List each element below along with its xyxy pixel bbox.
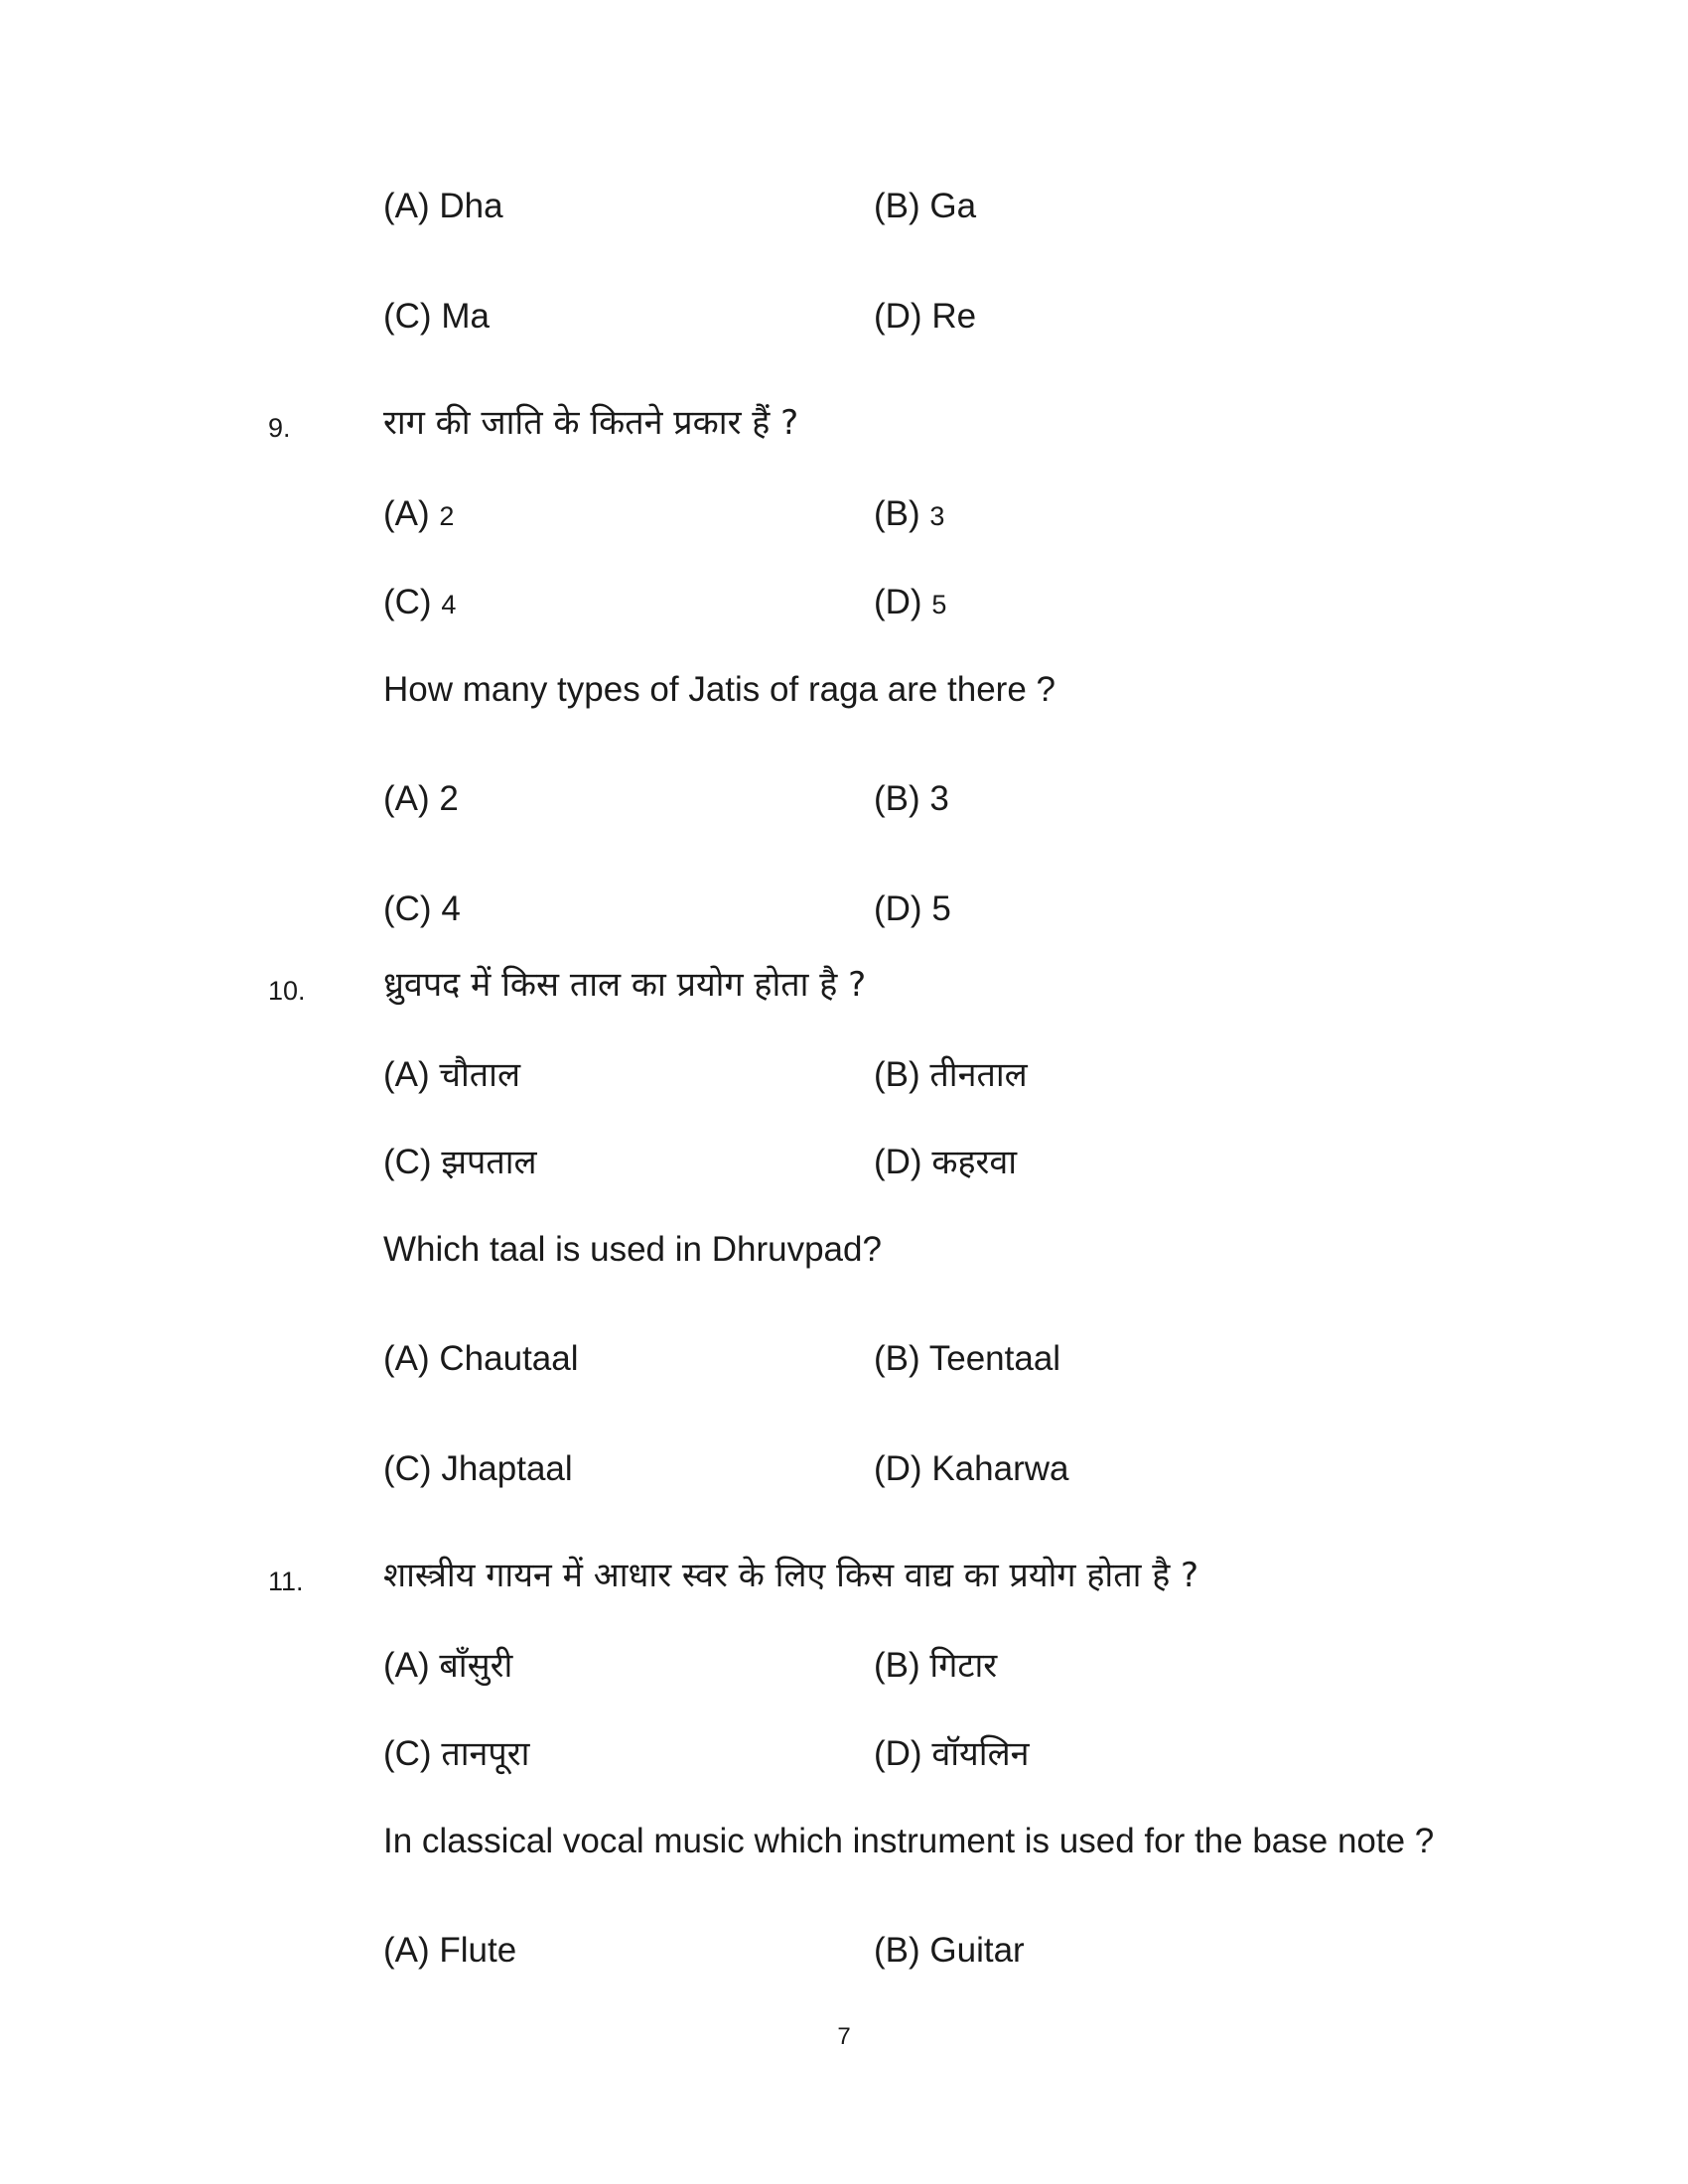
q10-hindi-option-d (874, 1143, 1018, 1182)
option-text: 4 (441, 889, 461, 928)
option-label: (B) (874, 187, 920, 225)
option-label: (C) (383, 1449, 432, 1488)
q11-english-option-a (383, 1933, 516, 1968)
q9-english-option-b (874, 781, 949, 816)
q9-english-option-a (383, 781, 459, 816)
option-label: (C) (383, 1143, 432, 1181)
option-label: (D) (874, 1734, 922, 1773)
q9-hindi-option-b (874, 496, 944, 531)
q9-hindi-option-c (383, 585, 456, 619)
option-label: (A) (383, 494, 430, 533)
option-label: (A) (383, 1931, 430, 1970)
option-label: (D) (874, 889, 922, 928)
page-number: 7 (837, 2023, 851, 2050)
question-number: 10. (268, 976, 306, 1006)
question-number: 9. (268, 413, 291, 443)
option-label: (A) (383, 187, 430, 225)
option-text: तानपूरा (441, 1734, 530, 1774)
option-text: तीनताल (929, 1055, 1028, 1095)
question-text-hindi: राग की जाति के कितने प्रकार हैं ? (383, 403, 799, 443)
option-text: बाँसुरी (439, 1646, 513, 1686)
option-text: 5 (931, 590, 947, 619)
option-text: Re (931, 297, 977, 336)
question-text-english: Which taal is used in Dhruvpad? (383, 1230, 882, 1269)
question-text-hindi: ध्रुवपद में किस ताल का प्रयोग होता है ? (383, 965, 867, 1005)
q10-english-option-b (874, 1341, 1060, 1376)
option-label: (A) (383, 779, 430, 818)
q8-option-d (874, 299, 976, 334)
q10-hindi-option-b (874, 1055, 1028, 1095)
option-text: 2 (439, 779, 459, 818)
q10-hindi-option-a (383, 1055, 521, 1095)
q11-hindi-option-d (874, 1734, 1030, 1774)
question-text-english: How many types of Jatis of raga are there ? (383, 670, 1055, 709)
option-label: (D) (874, 1143, 922, 1181)
option-label: (C) (383, 1734, 432, 1773)
option-label: (C) (383, 583, 432, 621)
option-label: (A) (383, 1055, 430, 1094)
option-label: (B) (874, 1055, 920, 1094)
q10-english-option-a (383, 1341, 579, 1376)
option-text: 4 (441, 590, 457, 619)
q9-english-option-d (874, 891, 951, 926)
option-text: Dha (439, 187, 503, 225)
q11-english-option-b (874, 1933, 1025, 1968)
option-text: Ma (441, 297, 490, 336)
option-text: 5 (931, 889, 951, 928)
option-label: (A) (383, 1339, 430, 1378)
option-text: Flute (439, 1931, 517, 1970)
option-label: (B) (874, 1339, 920, 1378)
option-text: Ga (929, 187, 977, 225)
option-label: (B) (874, 779, 920, 818)
option-label: (B) (874, 1931, 920, 1970)
q9-hindi-option-a (383, 496, 454, 531)
question-text-hindi: शास्त्रीय गायन में आधार स्वर के लिए किस वाद्य का प्रयोग होता है ? (383, 1556, 1199, 1595)
q8-option-b (874, 189, 976, 223)
option-text: कहरवा (931, 1143, 1018, 1182)
q8-option-c (383, 299, 490, 334)
option-label: (D) (874, 583, 922, 621)
option-label: (C) (383, 297, 432, 336)
question-number: 11. (268, 1567, 304, 1596)
q10-english-option-c (383, 1451, 573, 1486)
option-label: (D) (874, 1449, 922, 1488)
option-text: Chautaal (439, 1339, 579, 1378)
option-label: (B) (874, 1646, 920, 1685)
option-text: चौताल (439, 1055, 521, 1095)
option-text: 2 (439, 501, 455, 531)
option-label: (A) (383, 1646, 430, 1685)
question-text-english: In classical vocal music which instrument is used for the base note ? (383, 1822, 1435, 1860)
q11-hindi-option-a (383, 1646, 513, 1686)
q11-hindi-option-b (874, 1646, 998, 1686)
q9-english-option-c (383, 891, 461, 926)
option-text: 3 (929, 779, 949, 818)
q10-english-option-d (874, 1451, 1068, 1486)
q10-hindi-option-c (383, 1143, 537, 1182)
option-label: (C) (383, 889, 432, 928)
option-label: (D) (874, 297, 922, 336)
q9-hindi-option-d (874, 585, 946, 619)
option-text: वॉयलिन (931, 1734, 1030, 1774)
option-text: झपताल (441, 1143, 537, 1182)
option-text: Guitar (929, 1931, 1025, 1970)
option-text: Jhaptaal (441, 1449, 573, 1488)
q11-hindi-option-c (383, 1734, 530, 1774)
option-text: Teentaal (928, 1339, 1061, 1378)
option-text: 3 (929, 501, 945, 531)
q8-option-a (383, 189, 503, 223)
option-text: Kaharwa (931, 1449, 1069, 1488)
option-text: गिटार (929, 1646, 998, 1686)
option-label: (B) (874, 494, 920, 533)
